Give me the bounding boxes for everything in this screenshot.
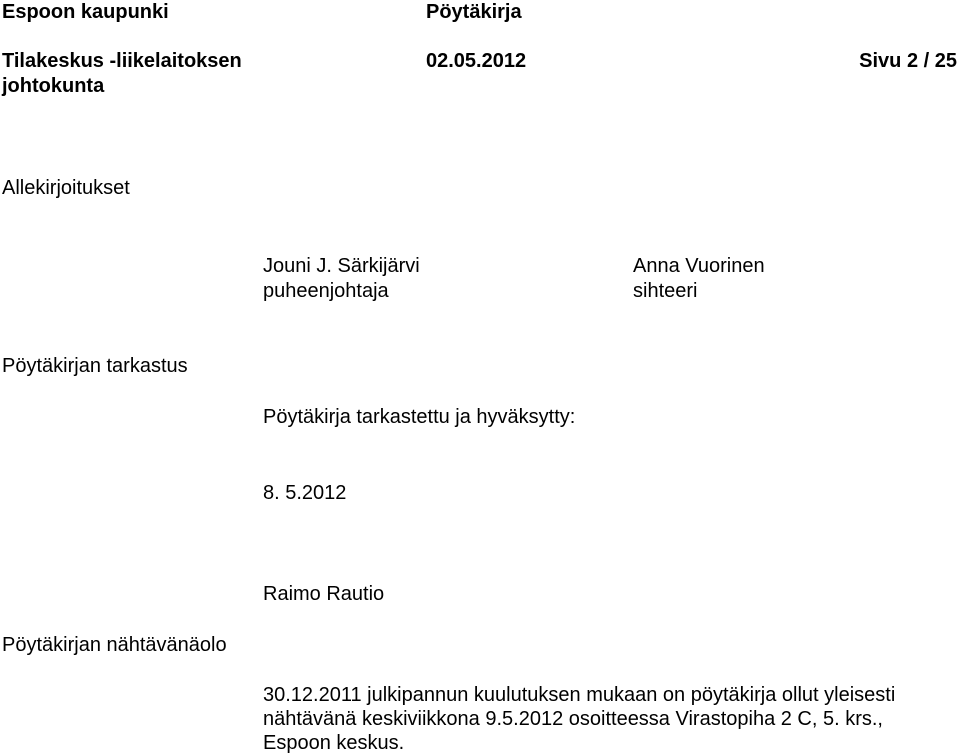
reviewer-name: Raimo Rautio bbox=[263, 583, 385, 605]
page-number: Sivu 2 / 25 bbox=[859, 50, 957, 72]
body-name-line2: johtokunta bbox=[2, 75, 105, 97]
secretary-role: sihteeri bbox=[633, 280, 698, 302]
document-type: Pöytäkirja bbox=[426, 1, 522, 23]
display-text-line1: 30.12.2011 julkipannun kuulutuksen mukaan on pöytäkirja ollut yleisesti bbox=[263, 684, 896, 706]
body-name-line1: Tilakeskus -liikelaitoksen bbox=[2, 50, 242, 72]
organization-name: Espoon kaupunki bbox=[2, 1, 169, 23]
meeting-date: 02.05.2012 bbox=[426, 50, 527, 72]
display-heading: Pöytäkirjan nähtävänäolo bbox=[2, 634, 227, 656]
review-statement: Pöytäkirja tarkastettu ja hyväksytty: bbox=[263, 406, 576, 428]
review-heading: Pöytäkirjan tarkastus bbox=[2, 355, 188, 377]
chair-role: puheenjohtaja bbox=[263, 280, 389, 302]
signatures-heading: Allekirjoitukset bbox=[2, 177, 130, 199]
display-text-line2: nähtävänä keskiviikkona 9.5.2012 osoitteessa Virastopiha 2 C, 5. krs., bbox=[263, 708, 883, 730]
secretary-name: Anna Vuorinen bbox=[633, 255, 765, 277]
chair-name: Jouni J. Särkijärvi bbox=[263, 255, 420, 277]
display-text-line3: Espoon keskus. bbox=[263, 732, 405, 754]
review-date: 8. 5.2012 bbox=[263, 482, 347, 504]
